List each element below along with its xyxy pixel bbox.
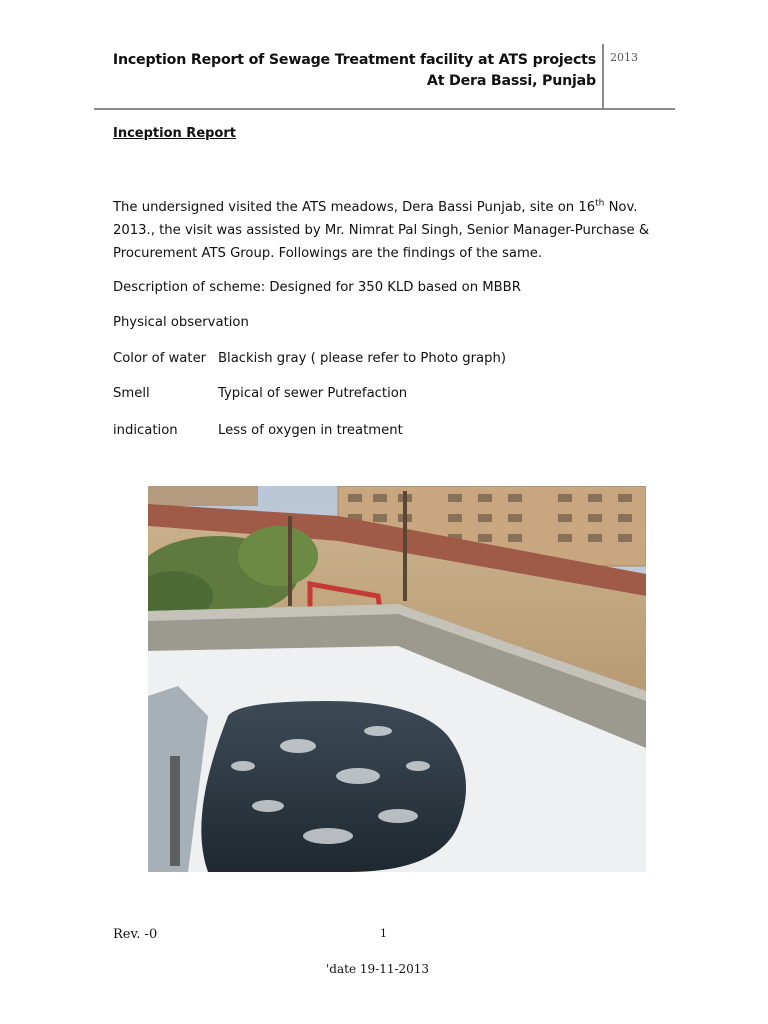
- intro-superscript: th: [595, 198, 605, 209]
- footer-page-number: 1: [380, 927, 387, 940]
- observation-row: [113, 386, 407, 401]
- physical-observation-label: Physical observation: [113, 315, 249, 330]
- scheme-description: Description of scheme: Designed for 350 KLD based on MBBR: [113, 280, 521, 295]
- observation-row: [113, 423, 403, 438]
- document-header-title: Inception Report of Sewage Treatment facility at ATS projects At Dera Bassi, Punjab: [112, 52, 596, 89]
- header-divider-horizontal: [94, 108, 675, 110]
- footer-revision: Rev. -0: [113, 927, 158, 942]
- intro-text-part2: Nov. 2013., the visit was assisted by Mr. Nimrat Pal Singh, Senior Manager-Purchase & Procurement ATS Group. Followings are the findings of the same.: [113, 200, 650, 261]
- observation-label: indication: [113, 423, 178, 438]
- intro-paragraph: [113, 196, 653, 265]
- site-photo-sewage-tank: [148, 486, 646, 872]
- observation-value: Blackish gray ( please refer to Photo graph): [218, 351, 506, 366]
- intro-text-part1: The undersigned visited the ATS meadows, Dera Bassi Punjab, site on 16: [113, 200, 596, 215]
- observation-label: Smell: [113, 386, 150, 401]
- header-divider-vertical: [602, 44, 604, 110]
- observation-value: Less of oxygen in treatment: [218, 423, 403, 438]
- footer-date: 'date 19-11-2013: [326, 962, 430, 976]
- observation-label: Color of water: [113, 351, 207, 366]
- section-heading: Inception Report: [113, 126, 236, 141]
- observation-value: Typical of sewer Putrefaction: [218, 386, 408, 401]
- header-year: 2013: [610, 51, 638, 64]
- observation-row: [113, 351, 506, 366]
